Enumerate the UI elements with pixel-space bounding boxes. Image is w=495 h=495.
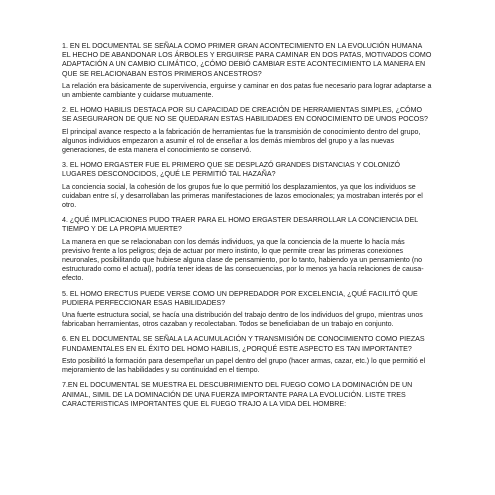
answer-2: El principal avance respecto a la fabricación de herramientas fue la transmisión de conocimiento dentro del grupo, algunos individuos empezaron a asumir el rol de enseñar a los demás miembros del grupo y a las nuevas generaciones, de esta manera el conocimiento se conservó.	[62, 127, 421, 155]
question-block-2	[62, 106, 432, 155]
question-4: 4. ¿QUÉ IMPLICACIONES PUDO TRAER PARA EL HOMO ERGASTER DESARROLLAR LA CONCIENCIA DEL TIEMPO Y DE LA PROPIA MUERTE?	[62, 216, 418, 234]
question-block-7	[62, 381, 432, 409]
question-block-4	[62, 216, 432, 283]
answer-4: La manera en que se relacionaban con los demás individuos, ya que la conciencia de la muerte lo hacía más previsivo frente a los peligros; deja de actuar por mero instinto, lo que permite crear las primeras conexiones neuronales, posibilitando que hubiese alguna clase de pensamiento, por lo tanto, habiendo ya un pensamiento (no estructurado como el actual), podría tener ideas de las consecuencias, por lo menos ya hacía relaciones de causa-efecto.	[62, 237, 424, 283]
question-1: 1. EN EL DOCUMENTAL SE SEÑALA COMO PRIMER GRAN ACONTECIMIENTO EN LA EVOLUCIÓN HUMANA EL HECHO DE ABANDONAR LOS ÁRBOLES Y ERGUIRSE PARA CAMINAR EN DOS PATAS, MOTIVADOS COMO ADAPTACIÓN A UN CAMBIO CLIMÁTICO, ¿CÓMO DEBIÓ CAMBIAR ESTE ACONTECIMIENTO LA MANERA EN QUE SE RELACIONABAN ESTOS PRIMEROS ANCESTROS?	[62, 42, 432, 78]
question-2: 2. EL HOMO HABILIS DESTACA POR SU CAPACIDAD DE CREACIÓN DE HERRAMIENTAS SIMPLES, ¿CÓMO SE ASEGURARON DE QUE NO SE QUEDARAN ESTAS HABILIDADES EN CONOCIMIENTO DE UNOS POCOS?	[62, 106, 428, 124]
question-block-6	[62, 335, 432, 375]
answer-3: La conciencia social, la cohesión de los grupos fue lo que permitió los desplazamientos, ya que los individuos se cuidaban entre sí, y desarrollaban las primeras manifestaciones de lazos emocionales; ya mostraban interés por el otro.	[62, 182, 423, 210]
question-3: 3. EL HOMO ERGASTER FUE EL PRIMERO QUE SE DESPLAZÓ GRANDES DISTANCIAS Y COLONIZÓ LUGARES DESCONOCIDOS, ¿QUÉ LE PERMITIÓ TAL HAZAÑA?	[62, 161, 401, 179]
question-5: 5. EL HOMO ERECTUS PUEDE VERSE COMO UN DEPREDADOR POR EXCELENCIA, ¿QUÉ FACILITÓ QUE PUDIERA PERFECCIONAR ESAS HABILIDADES?	[62, 289, 418, 307]
answer-6: Esto posibilitó la formación para desempeñar un papel dentro del grupo (hacer armas, cazar, etc.) lo que permitió el mejoramiento de las habilidades y su continuidad en el tiempo.	[62, 356, 426, 375]
answer-5: Una fuerte estructura social, se hacía una distribución del trabajo dentro de los individuos del grupo, mientras unos fabricaban herramientas, otros cazaban y recolectaban. Todos se beneficiaban de un trabajo en conjunto.	[62, 311, 423, 329]
question-block-3	[62, 161, 432, 210]
question-6: 6. EN EL DOCUMENTAL SE SEÑALA LA ACUMULACIÓN Y TRANSMISIÓN DE CONOCIMIENTO COMO PIEZAS FUNDAMENTALES EN EL ÉXITO DEL HOMO HABILIS, ¿PORQUÉ ESTE ASPECTO ES TAN IMPORTANTE?	[62, 335, 425, 353]
question-7: 7.EN EL DOCUMENTAL SE MUESTRA EL DESCUBRIMIENTO DEL FUEGO COMO LA DOMINACIÓN DE UN ANIMAL, SIMIL DE LA DOMINACIÓN DE UNA FUERZA IMPORTANTE PARA LA EVOLUCIÓN. LISTE TRES CARACTERISTICAS IMPORTANTES QUE EL FUEGO TRAJO A LA VIDA DEL HOMBRE:	[62, 381, 413, 408]
answer-1: La relación era básicamente de supervivencia, erguirse y caminar en dos patas fue necesario para lograr adaptarse a un ambiente cambiante y cuidarse mutuamente.	[62, 81, 432, 100]
question-block-5	[62, 290, 432, 330]
question-block-1	[62, 42, 432, 100]
document-page	[62, 42, 432, 415]
